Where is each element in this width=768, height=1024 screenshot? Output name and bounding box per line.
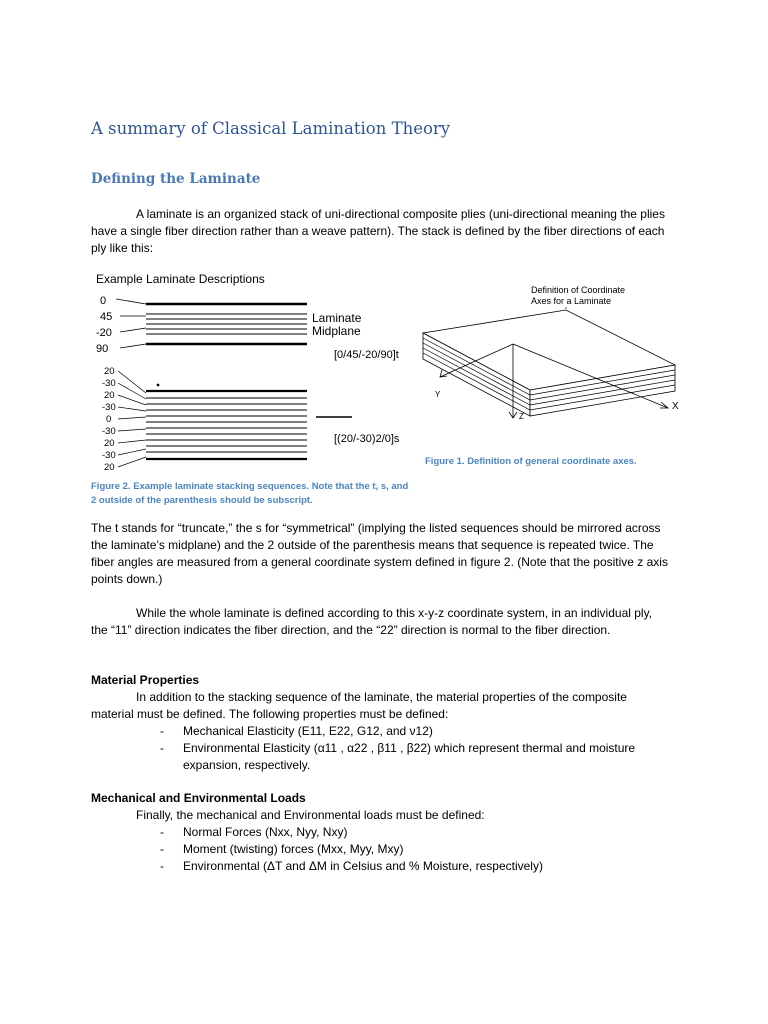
angle-label: 0 <box>106 414 112 425</box>
midplane-label-1: Laminate <box>312 311 362 325</box>
list-item <box>136 740 656 774</box>
angle-label: -30 <box>102 426 116 437</box>
angle-label: 0 <box>100 295 107 307</box>
angle-label: -20 <box>96 327 112 339</box>
angle-label: -30 <box>102 450 116 461</box>
intro-paragraph: A laminate is an organized stack of uni-directional composite plies (uni-directional meaning the plies have a single fiber direction rather than a weave pattern). The stack is defined by the fiber directions of each ply like this: <box>91 207 665 255</box>
list-item-text: Mechanical Elasticity (E11, E22, G12, and ν12) <box>183 724 433 738</box>
page-title: A summary of Classical Lamination Theory <box>91 119 451 138</box>
material-properties-intro: In addition to the stacking sequence of the laminate, the material properties of the composite material must be defined. The following properties must be defined: <box>91 690 627 721</box>
top-angle-labels <box>96 295 112 355</box>
angle-label: 20 <box>104 462 115 473</box>
angle-label: -30 <box>102 402 116 413</box>
material-properties-list <box>136 723 656 774</box>
figure2-caption-line2: 2 outside of the parenthesis should be subscript. <box>91 495 313 506</box>
section-heading: Defining the Laminate <box>91 171 261 187</box>
leader-line <box>118 407 146 411</box>
material-properties-heading: Material Properties <box>91 673 200 687</box>
list-item-text: Environmental Elasticity (α11 , α22 , β11 , β22) which represent thermal and moisture expansion, respectively. <box>183 741 636 772</box>
loads-list <box>136 824 656 875</box>
list-item <box>136 723 656 740</box>
bottom-angle-labels <box>102 366 116 473</box>
angle-label: 20 <box>104 366 115 377</box>
midplane-label-2: Midplane <box>312 324 361 338</box>
leader-line <box>118 457 146 467</box>
figure2-heading: Example Laminate Descriptions <box>96 272 265 286</box>
list-item <box>136 824 656 841</box>
figure-coordinate-axes <box>418 280 688 430</box>
angle-label: 20 <box>104 438 115 449</box>
list-dash: - <box>160 825 164 839</box>
loads-heading: Mechanical and Environmental Loads <box>91 791 306 805</box>
list-dash: - <box>160 741 164 755</box>
list-item-text: Moment (twisting) forces (Mxx, Myy, Mxy) <box>183 842 404 856</box>
list-item-text: Environmental (ΔT and ΔM in Celsius and % Moisture, respectively) <box>183 859 543 873</box>
figure2-caption-line1: Figure 2. Example laminate stacking sequences. Note that the t, s, and <box>91 481 409 492</box>
axis-z-label: Z <box>519 412 524 421</box>
leader-line <box>118 371 146 393</box>
figure-stacking-sequences <box>88 266 418 476</box>
angle-label: 90 <box>96 343 109 355</box>
figure1-caption: Figure 1. Definition of general coordinate axes. <box>425 456 637 467</box>
leader-line <box>120 328 146 332</box>
top-laminate <box>146 304 307 344</box>
leader-line <box>118 440 146 443</box>
bottom-laminate <box>146 384 352 459</box>
leader-line <box>118 449 146 455</box>
figure-speck <box>157 384 159 386</box>
figure2-caption <box>91 480 408 508</box>
list-item-text: Normal Forces (Nxx, Nyy, Nxy) <box>183 825 348 839</box>
paragraph-truncate-symmetrical: The t stands for “truncate,” the s for “symmetrical” (implying the listed sequences should be mirrored across the laminate’s midplane) and the 2 outside of the parenthesis means that sequence is repeated twice. The fiber angles are measured from a general coordinate system defined in figure 2. (Note that the positive z axis points down.) <box>91 521 668 586</box>
axis-y-label: Y <box>435 390 441 399</box>
leader-line <box>116 299 146 304</box>
list-item <box>136 841 656 858</box>
leader-line <box>120 344 146 348</box>
angle-label: 45 <box>100 311 113 323</box>
list-item <box>136 858 656 875</box>
angle-label: -30 <box>102 378 116 389</box>
paragraph-coordinate-system: While the whole laminate is defined according to this x-y-z coordinate system, in an individual ply, the “11” direction indicates the fiber direction, and the “22” direction is normal to the fiber direction. <box>91 606 653 637</box>
list-dash: - <box>160 724 164 738</box>
top-leader-lines <box>116 299 146 348</box>
angle-label: 20 <box>104 390 115 401</box>
leader-line <box>118 417 146 419</box>
bottom-notation: [(20/-30)2/0]s <box>334 433 400 445</box>
leader-line <box>118 429 146 431</box>
list-dash: - <box>160 859 164 873</box>
axis-x-label: X <box>672 401 679 412</box>
figure1-label-line2: Axes for a Laminate <box>531 296 612 306</box>
list-dash: - <box>160 842 164 856</box>
bottom-leader-lines <box>118 371 146 467</box>
figure1-label-line1: Definition of Coordinate <box>531 285 626 295</box>
top-notation: [0/45/-20/90]t <box>334 349 399 361</box>
loads-intro: Finally, the mechanical and Environmental loads must be defined: <box>136 808 485 822</box>
